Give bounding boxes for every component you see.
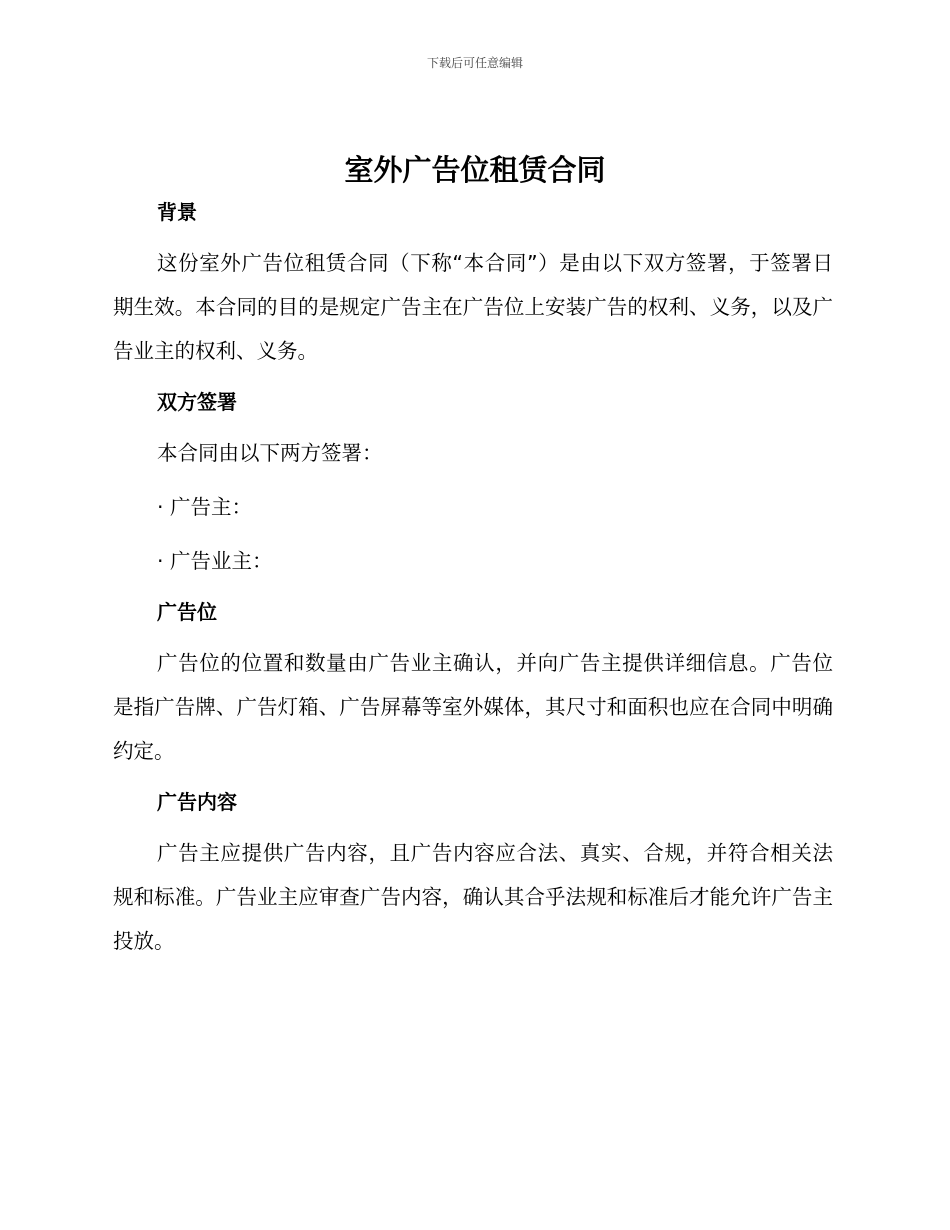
header-note: 下载后可任意编辑 <box>426 56 523 70</box>
section-heading-signing-parties: 双方签署 <box>157 390 237 414</box>
document-body <box>113 197 833 963</box>
bullet-ad-owner: · 广告业主： <box>157 549 273 573</box>
paragraph-ad-content: 广告主应提供广告内容，且广告内容应合法、真实、合规，并符合相关法规和标准。广告业主应审查广告内容，确认其合乎法规和标准后才能允许广告主投放。 <box>113 841 833 953</box>
bullet-advertiser: · 广告主： <box>157 495 253 519</box>
paragraph-background: 这份室外广告位租赁合同（下称“本合同”）是由以下双方签署，于签署日期生效。本合同的目的是规定广告主在广告位上安装广告的权利、义务，以及广告业主的权利、义务。 <box>113 251 833 363</box>
section-heading-ad-space: 广告位 <box>157 600 217 624</box>
paragraph-signing-parties: 本合同由以下两方签署： <box>157 441 383 465</box>
document-title: 室外广告位租赁合同 <box>344 153 606 187</box>
paragraph-ad-space: 广告位的位置和数量由广告业主确认，并向广告主提供详细信息。广告位是指广告牌、广告灯箱、广告屏幕等室外媒体，其尺寸和面积也应在合同中明确约定。 <box>113 651 833 763</box>
section-heading-background: 背景 <box>157 200 197 224</box>
section-heading-ad-content: 广告内容 <box>157 790 237 814</box>
